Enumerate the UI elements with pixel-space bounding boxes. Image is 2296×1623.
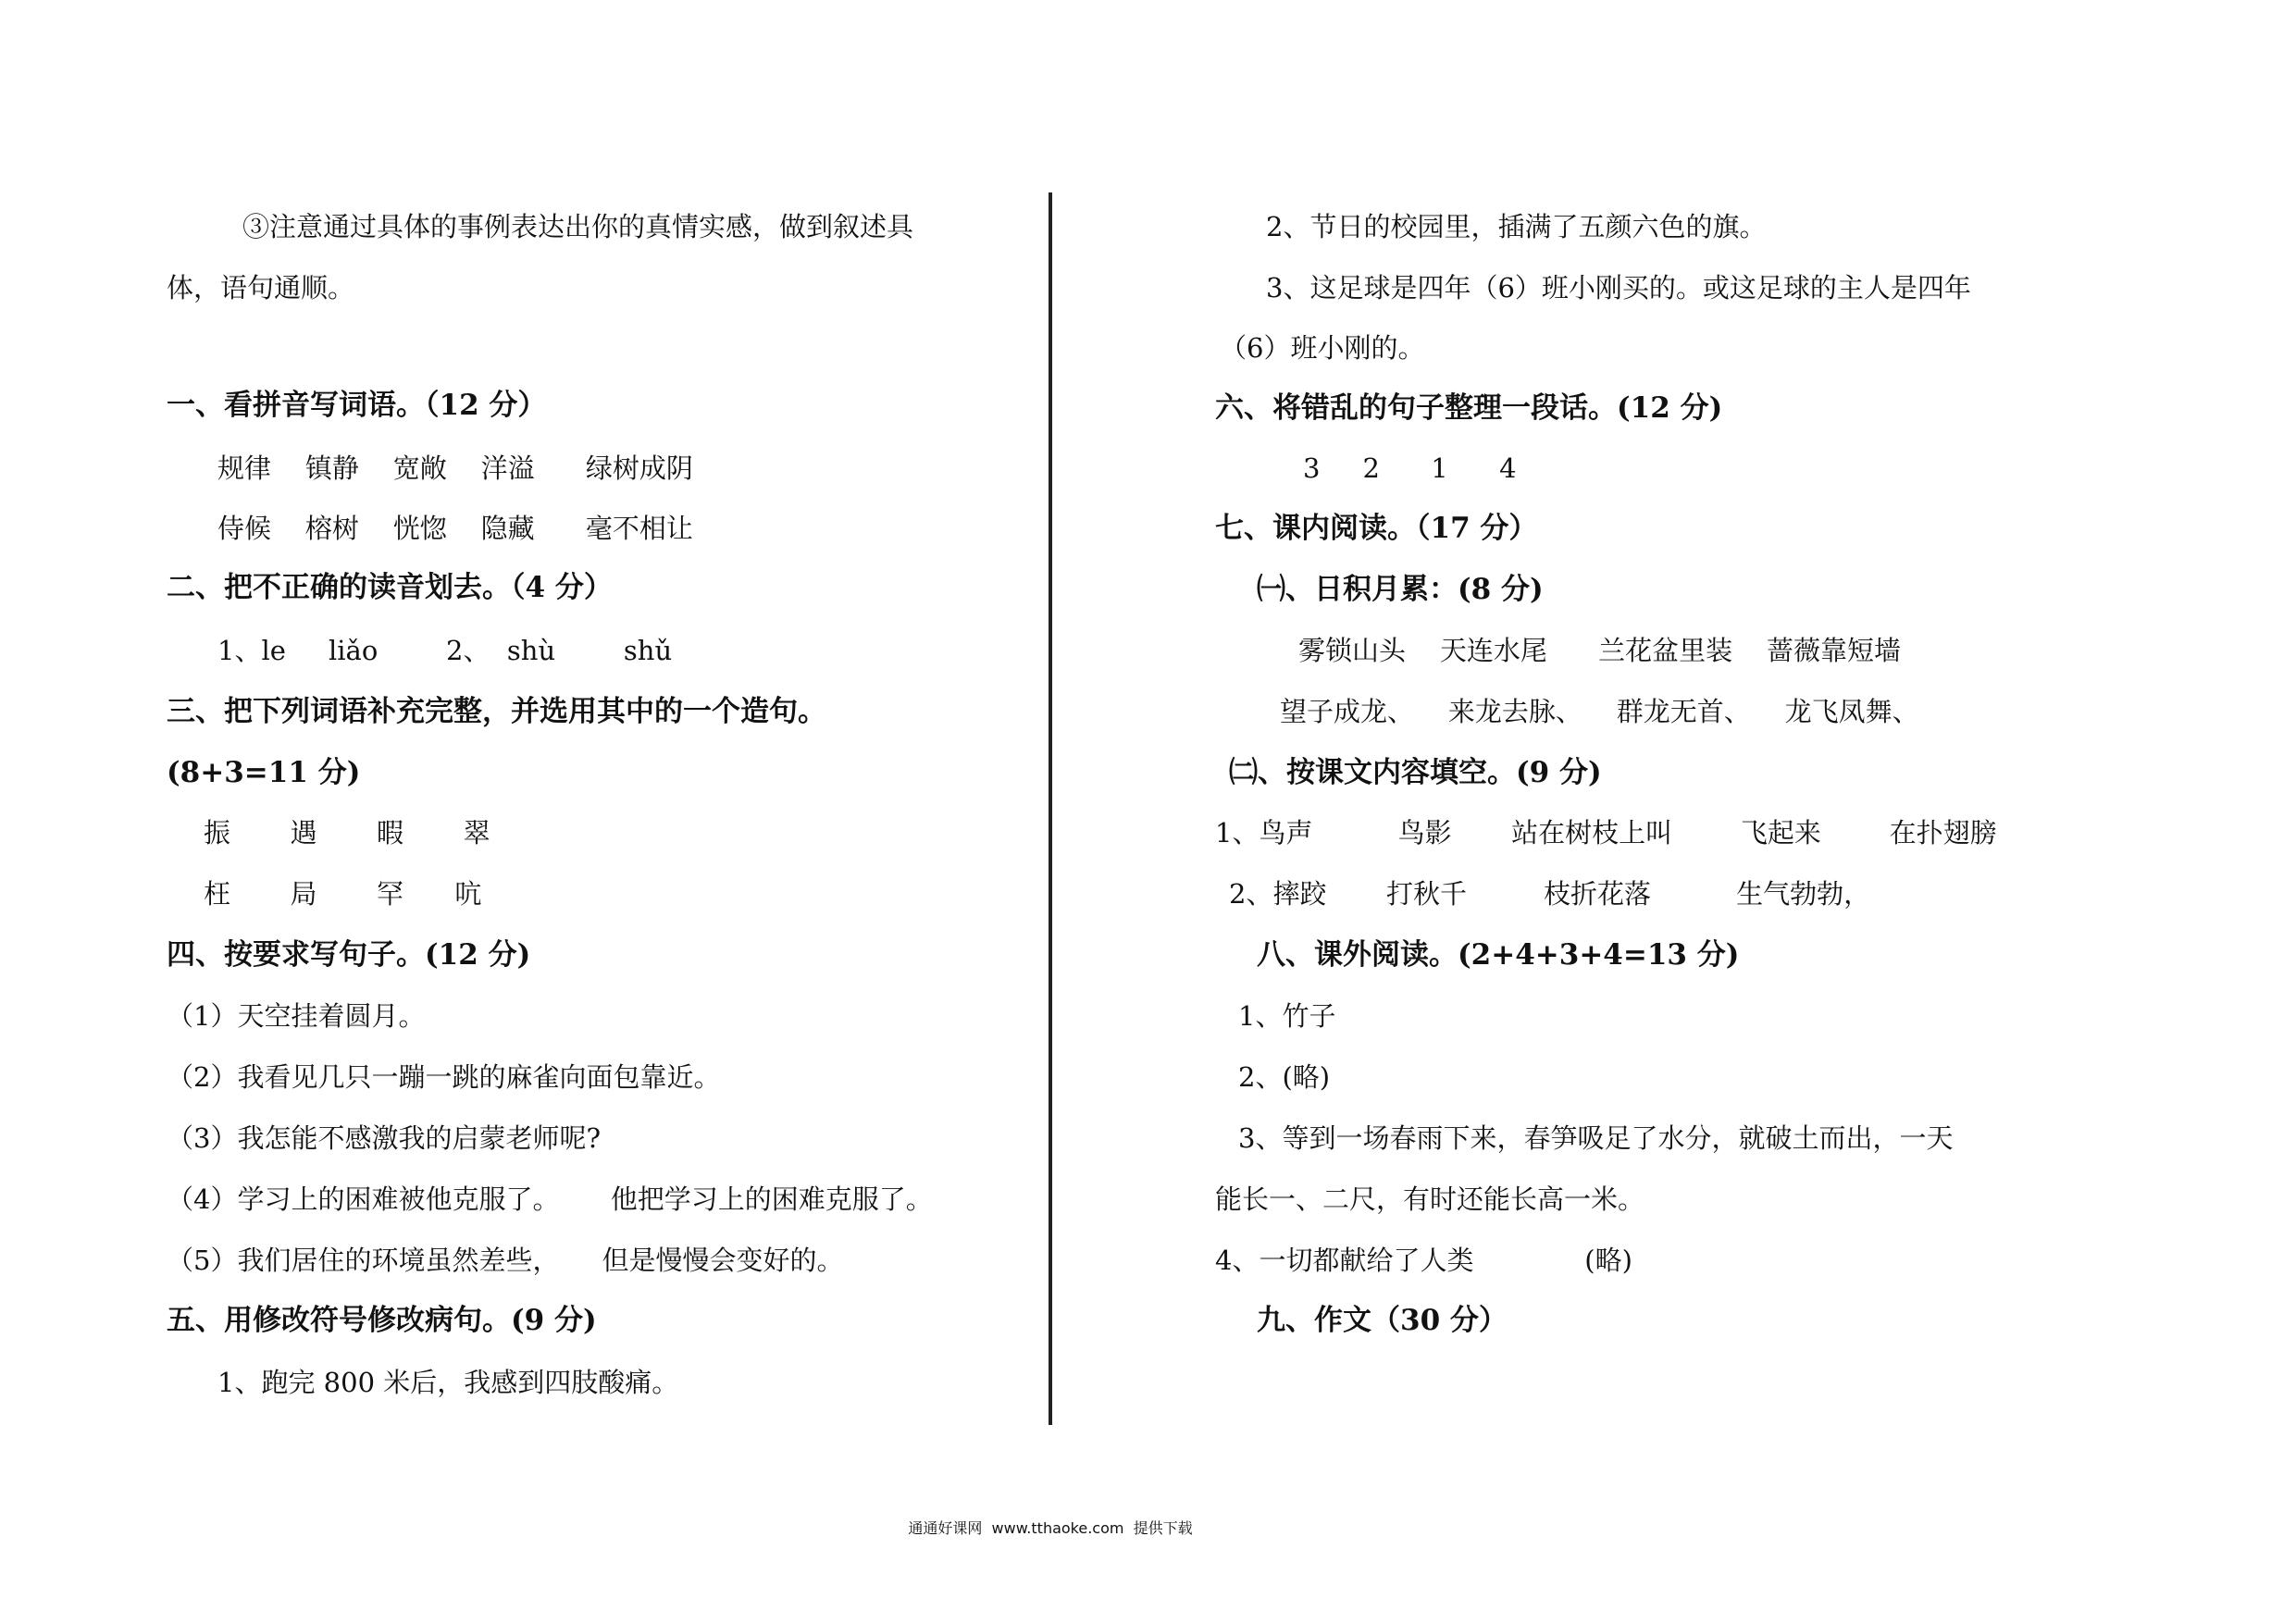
answer-line: 能长一、二尺，有时还能长高一米。: [1215, 1183, 1645, 1215]
answer-line: 3、等到一场春雨下来，春笋吸足了水分，就破土而出，一天: [1238, 1122, 1954, 1154]
section-1-heading: 一、看拼音写词语。（12 分）: [167, 389, 547, 422]
answer-line: （1）天空挂着圆月。: [167, 1000, 426, 1032]
answer-line: （4）学习上的困难被他克服了。 他把学习上的困难克服了。: [167, 1183, 933, 1215]
answer-line: 2、(略): [1238, 1061, 1331, 1093]
answer-line: 1、竹子: [1238, 1000, 1336, 1032]
answer-line: 3、这足球是四年（6）班小刚买的。或这足球的主人是四年: [1266, 272, 1971, 304]
answer-line: 振 遇 暇 翠: [204, 817, 490, 849]
answer-line: 1、鸟声 鸟影 站在树枝上叫 飞起来 在扑翅膀: [1215, 817, 1997, 849]
column-divider: [1049, 192, 1052, 1425]
section-5-heading: 五、用修改符号修改病句。(9 分): [167, 1304, 597, 1337]
section-6-heading: 六、将错乱的句子整理一段话。(12 分): [1215, 391, 1723, 425]
subsection-7-2-heading: ㈡、按课文内容填空。(9 分): [1229, 756, 1602, 789]
answer-line: 枉 局 罕 吭: [204, 878, 482, 910]
answer-line: 4、一切都献给了人类 (略): [1215, 1245, 1632, 1276]
answer-line: 雾锁山头 天连水尾 兰花盆里装 蔷薇靠短墙: [1298, 635, 1902, 666]
essay-tip-line-1: ③注意通过具体的事例表达出你的真情实感，做到叙述具: [242, 211, 914, 242]
subsection-7-1-heading: ㈠、日积月累：(8 分): [1257, 573, 1544, 606]
section-7-heading: 七、课内阅读。（17 分）: [1215, 512, 1538, 545]
section-2-heading: 二、把不正确的读音划去。（4 分）: [167, 571, 613, 604]
answer-line: 2、节日的校园里，插满了五颜六色的旗。: [1266, 211, 1767, 242]
essay-tip-line-2: 体，语句通顺。: [167, 272, 355, 304]
answer-line: （3）我怎能不感激我的启蒙老师呢?: [167, 1122, 601, 1154]
answer-line: 1、le liǎo 2、 shù shǔ: [217, 635, 673, 666]
answer-line: 规律 镇静 宽敞 洋溢 绿树成阴: [217, 452, 693, 484]
answer-line: （5）我们居住的环境虽然差些， 但是慢慢会变好的。: [167, 1245, 844, 1276]
section-3-score: (8+3=11 分): [167, 756, 361, 789]
section-8-heading: 八、课外阅读。(2+4+3+4=13 分): [1257, 938, 1740, 972]
section-9-heading: 九、作文（30 分）: [1257, 1304, 1508, 1337]
answer-line: （2）我看见几只一蹦一跳的麻雀向面包靠近。: [167, 1061, 721, 1093]
answer-line: 3 2 1 4: [1303, 452, 1517, 484]
answer-line: 侍候 榕树 恍惚 隐藏 毫不相让: [217, 513, 693, 544]
answer-line: 1、跑完 800 米后，我感到四肢酸痛。: [217, 1367, 679, 1398]
answer-line: （6）班小刚的。: [1220, 332, 1425, 364]
footer-credit: 通通好课网 www.tthaoke.com 提供下载: [908, 1519, 1193, 1537]
answer-line: 望子成龙、 来龙去脉、 群龙无首、 龙飞凤舞、: [1280, 696, 1919, 727]
answer-line: 2、摔跤 打秋千 枝折花落 生气勃勃，: [1229, 878, 1871, 910]
section-4-heading: 四、按要求写句子。(12 分): [167, 938, 531, 972]
section-3-heading: 三、把下列词语补充完整，并选用其中的一个造句。: [167, 695, 826, 728]
